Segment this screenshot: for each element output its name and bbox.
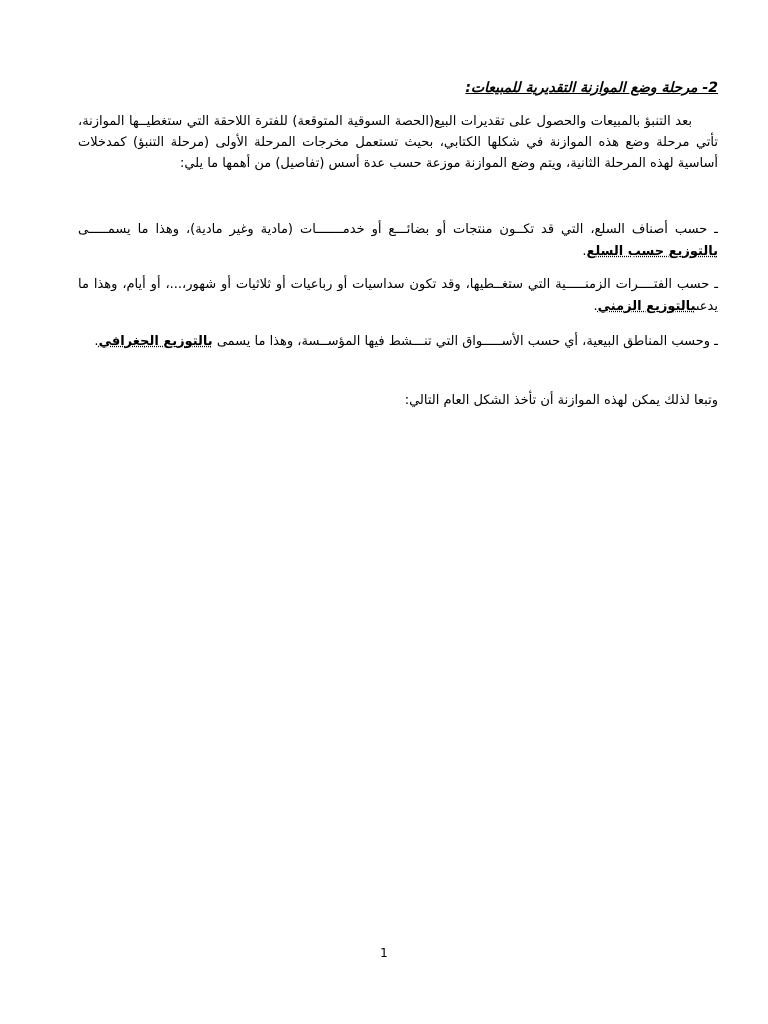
bullet-periods-tail: . xyxy=(593,299,598,314)
bullet-goods-term: بالتوزيع حسب السلع xyxy=(586,244,718,259)
bullet-regions xyxy=(78,331,718,353)
closing-paragraph: وتبعا لذلك يمكن لهذه الموازنة أن تأخذ الشكل العام التالي: xyxy=(404,393,718,408)
section-heading: 2- مرحلة وضع الموازنة التقديرية للمبيعات: xyxy=(465,80,718,96)
bullet-regions-term: بالتوزيع الجغرافي xyxy=(98,334,213,349)
intro-paragraph: بعد التنبؤ بالمبيعات والحصول على تقديرات البيع(الحصة السوقية المتوقعة) للفترة اللاحقة التي ستغطيــها الموازنة، تأتي مرحلة وضع هذه الموازنة في شكلها الكتابي، بحيث تستعمل مخرجات المرحلة الأولى (مرحلة التنبؤ) كمدخلات أساسية لهذه المرحلة الثانية، ويتم وضع الموازنة موزعة حسب عدة أسس (تفاصيل) من أهمها ما يلي: xyxy=(78,114,718,171)
bullet-regions-text: ـ وحسب المناطق البيعية، أي حسب الأســـــواق التي تنـــشط فيها المؤســسة، وهذا ما يسمى xyxy=(212,334,718,349)
bullet-periods-text: ـ حسب الفتــــرات الزمنـــــية التي ستغــطيها، وقد تكون سداسيات أو رباعيات أو ثلاثيات أو شهور،...، أو أيام، وهذا ما يدعى xyxy=(78,277,718,314)
bullet-goods-tail: . xyxy=(582,244,587,259)
bullet-periods xyxy=(78,274,718,318)
bullet-goods xyxy=(78,219,718,263)
page-number: 1 xyxy=(380,946,388,960)
bullet-goods-text: ـ حسب أصناف السلع، التي قد تكــون منتجات أو بضائـــع أو خدمـــــــات (مادية وغير مادية)، وهذا ما يسمـــــى xyxy=(78,222,718,237)
bullet-periods-term: بالتوزيع الزمني xyxy=(597,299,696,314)
bullet-regions-tail: . xyxy=(94,334,99,349)
